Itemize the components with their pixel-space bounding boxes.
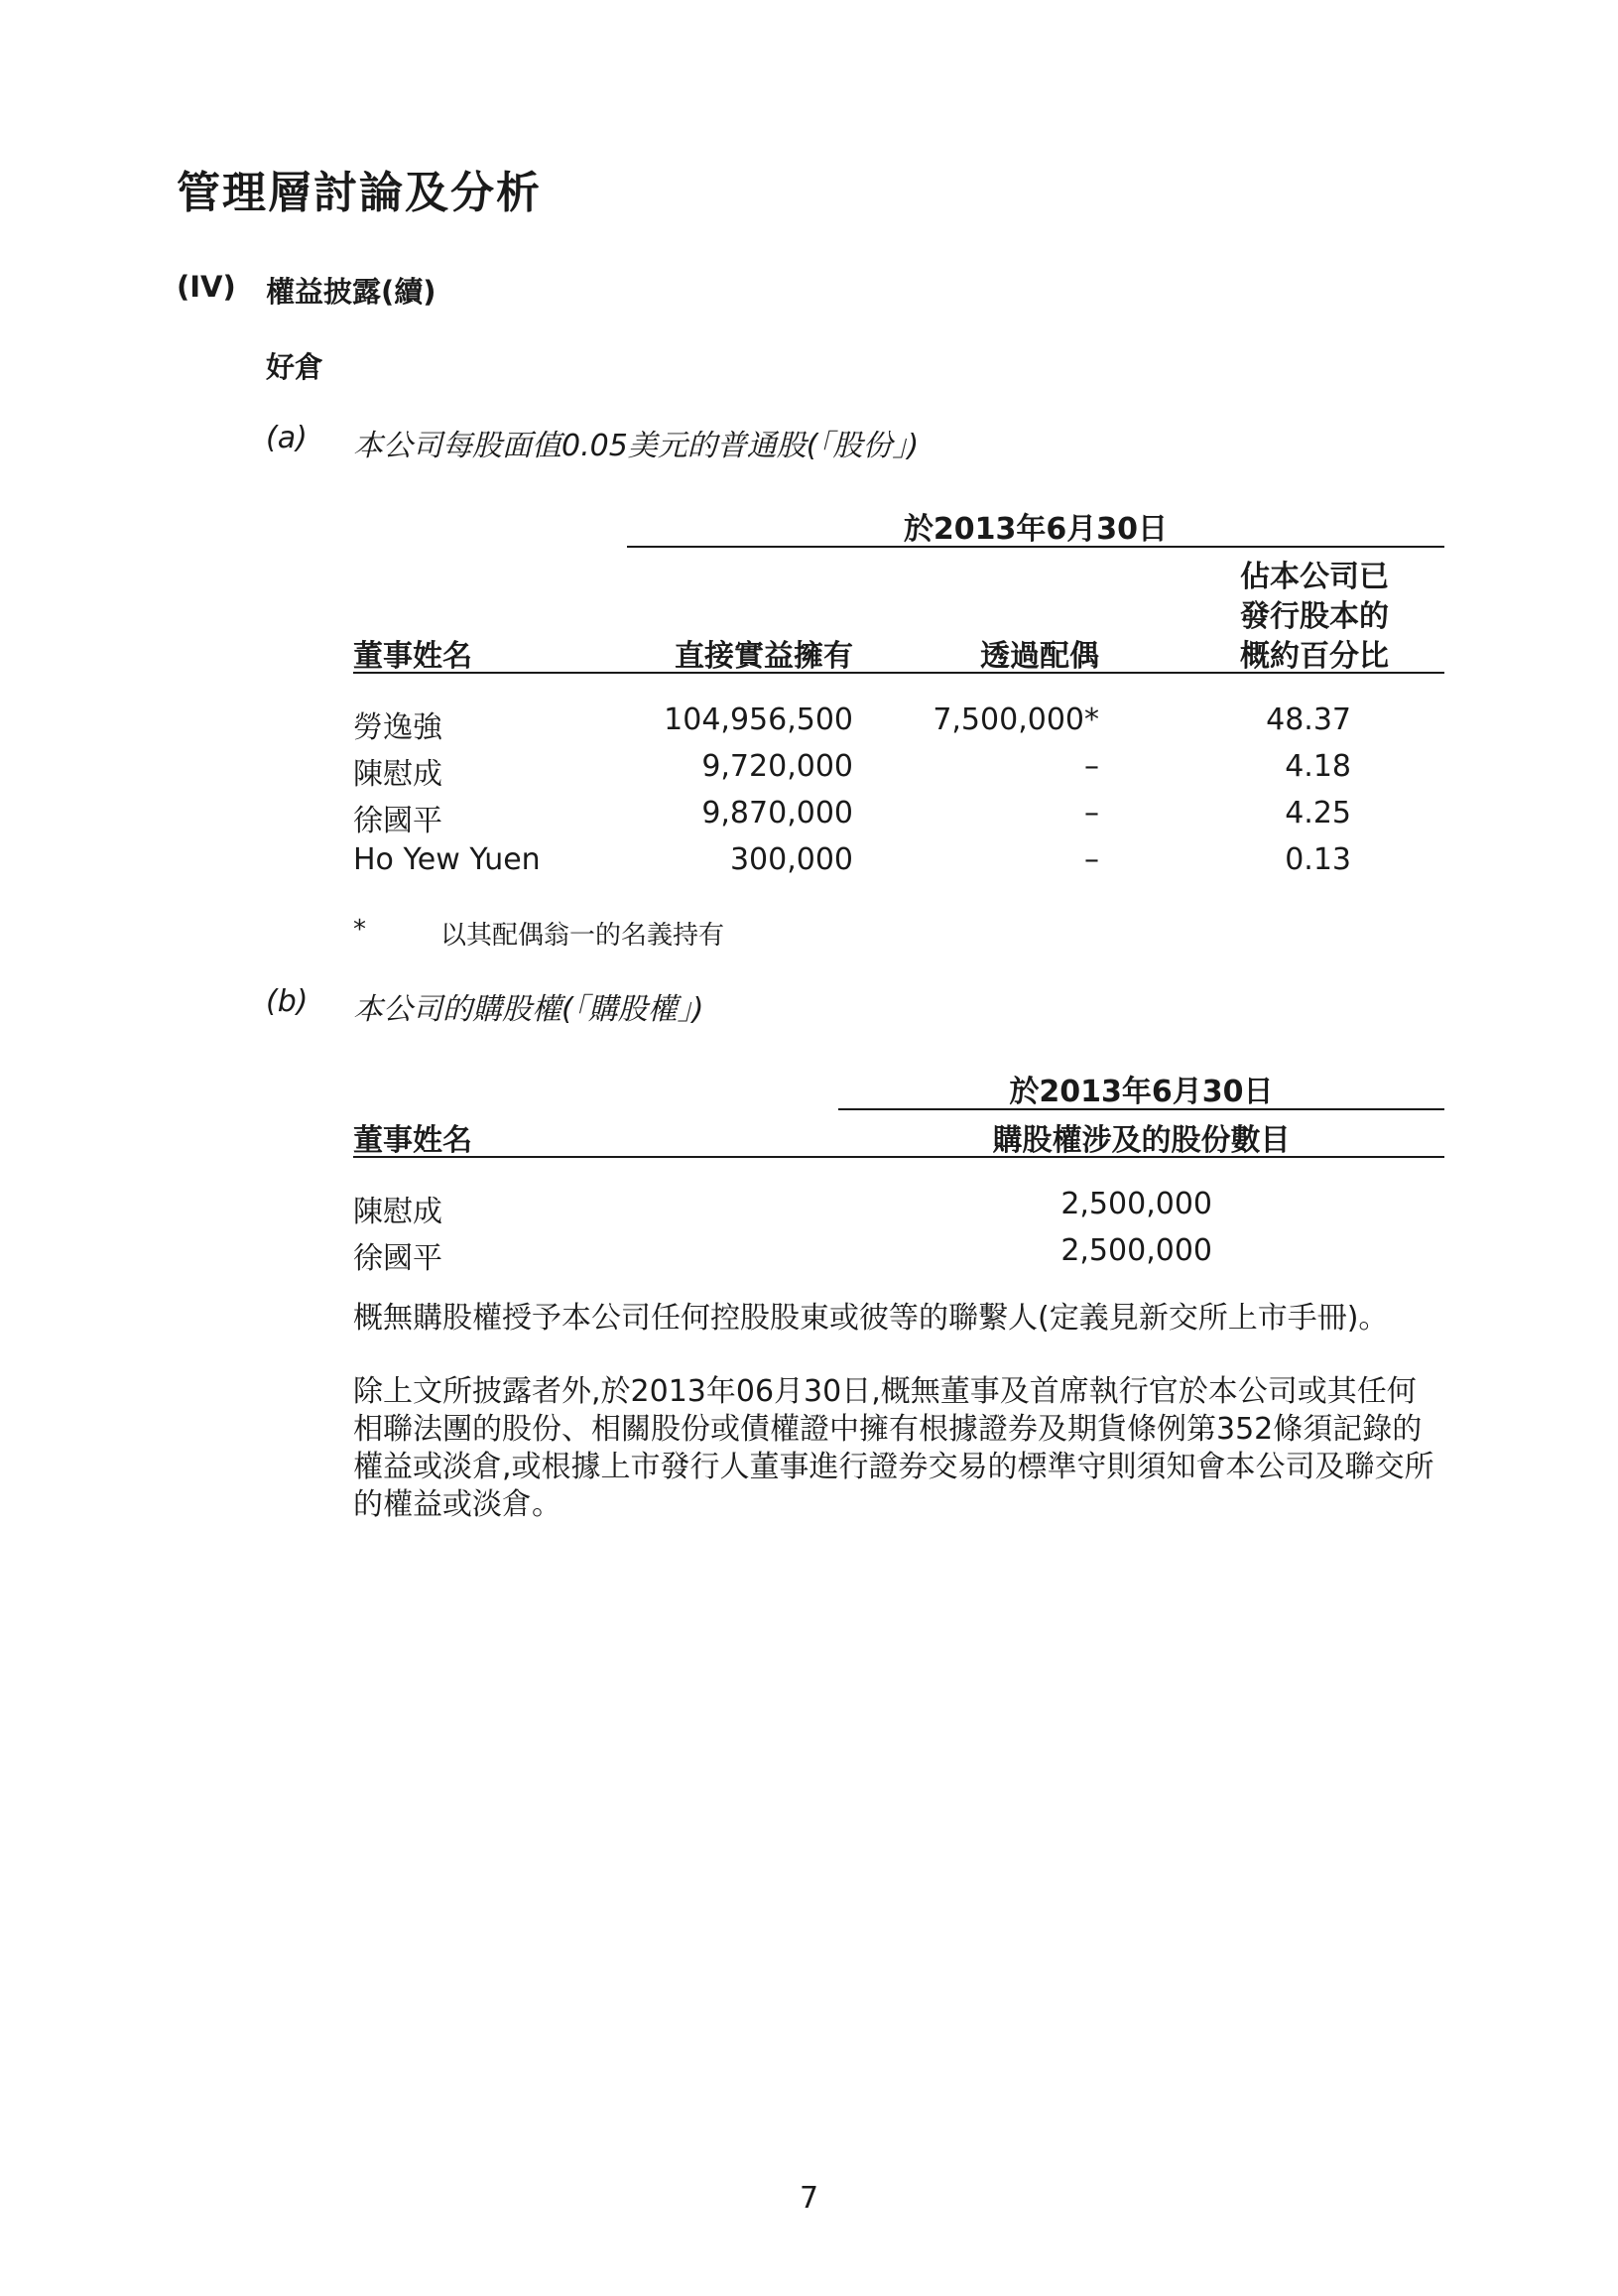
table-a-row3-spouse: – [1084,796,1099,830]
table-a-row4-name: Ho Yew Yuen [353,842,541,877]
table-a-date-header: 於2013年6月30日 [903,512,1169,547]
item-b-label: (b) [266,984,309,1019]
subsection-title: 好倉 [266,350,324,384]
item-b-title: 本公司的購股權(「購股權」) [353,992,704,1027]
section-number: (IV) [177,270,236,304]
table-b-row2-name: 徐國平 [353,1241,442,1276]
table-a-row3-name: 徐國平 [353,804,442,838]
footnote-mark: * [353,915,366,945]
table-a-row2-name: 陳慰成 [353,757,442,792]
table-b-header-name: 董事姓名 [353,1123,472,1158]
table-b-header-shares: 購股權涉及的股份數目 [992,1123,1291,1158]
table-a-header-spouse: 透過配偶 [980,639,1099,674]
table-a-row1-spouse: 7,500,000* [933,702,1099,737]
table-b-date-rule [838,1108,1444,1110]
table-a-row4-direct: 300,000 [729,842,853,877]
table-b-row2-shares: 2,500,000 [1060,1233,1212,1268]
table-a-header-pct-line1: 佔本公司已 [1240,560,1389,594]
paragraph-disclosure: 除上文所披露者外,於2013年06月30日,概無董事及首席執行官於本公司或其任何相聯法團的股份、相關股份或債權證中擁有根據證券及期貨條例第352條須記錄的權益或淡倉,或根據上市發行人董事進行證券交易的標準守則須知會本公司及聯交所的權益或淡倉。 [353,1374,1434,1522]
footnote-text: 以其配偶翁一的名義持有 [440,921,725,951]
table-a-header-pct-line2: 發行股本的 [1240,599,1389,634]
table-a-row3-pct: 4.25 [1285,796,1351,830]
table-a-row4-pct: 0.13 [1285,842,1351,877]
table-a-row1-pct: 48.37 [1266,702,1351,737]
table-b-row1-shares: 2,500,000 [1060,1187,1212,1221]
item-a-label: (a) [266,421,308,455]
table-a-row3-direct: 9,870,000 [701,796,853,830]
page-number: 7 [799,2181,819,2216]
table-b-date-header: 於2013年6月30日 [1009,1075,1274,1109]
table-a-row2-spouse: – [1084,749,1099,784]
table-a-header-rule [353,672,1444,674]
table-a-row1-name: 勞逸強 [353,710,442,745]
section-title: 權益披露(續) [266,275,436,309]
paragraph-options-note: 概無購股權授予本公司任何控股股東或彼等的聯繫人(定義見新交所上市手冊)。 [353,1301,1389,1336]
table-a-header-direct: 直接實益擁有 [675,639,853,674]
table-a-header-name: 董事姓名 [353,639,472,674]
table-a-row4-spouse: – [1084,842,1099,877]
table-a-row2-direct: 9,720,000 [701,749,853,784]
table-a-row1-direct: 104,956,500 [664,702,853,737]
table-a-date-rule [627,546,1444,548]
item-a-title: 本公司每股面值0.05美元的普通股(「股份」) [353,429,920,463]
table-b-header-rule [353,1156,1444,1158]
table-a-row2-pct: 4.18 [1285,749,1351,784]
table-b-row1-name: 陳慰成 [353,1195,442,1229]
page-title: 管理層討論及分析 [177,168,542,218]
table-a-header-pct-line3: 概約百分比 [1240,639,1389,674]
